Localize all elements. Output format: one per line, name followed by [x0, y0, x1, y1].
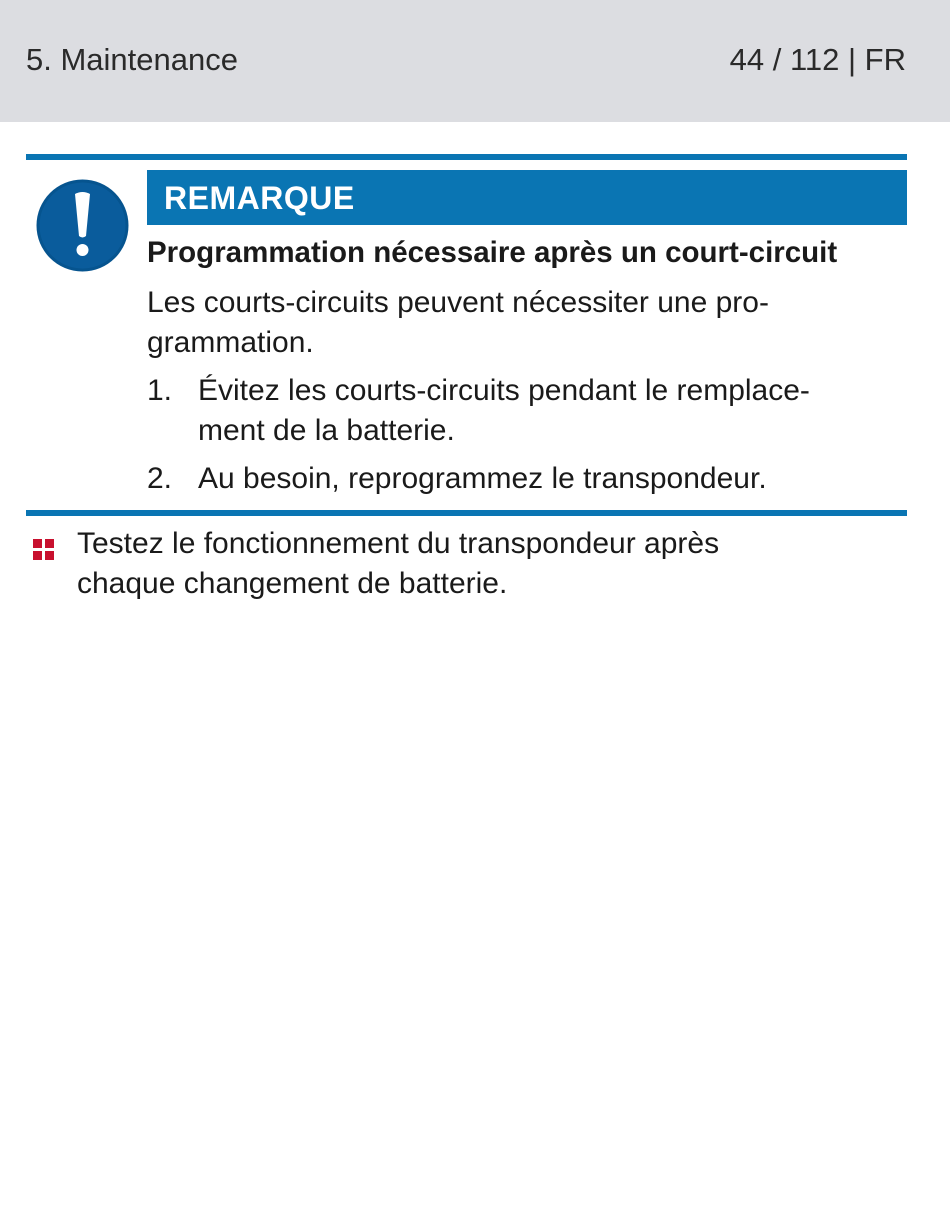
step-number: 2. — [147, 462, 173, 495]
step-item — [147, 371, 907, 451]
step-text-line: ment de la batterie. — [198, 414, 455, 447]
notice-banner — [147, 170, 907, 225]
step-text-line: Au besoin, reprogrammez le transpondeur. — [198, 462, 767, 495]
notice-body — [147, 283, 907, 363]
step-text-line: Évitez les courts-circuits pendant le remplace- — [198, 374, 810, 407]
notice-steps — [147, 371, 907, 507]
step-number: 1. — [147, 374, 173, 407]
notice-body-line: grammation. — [147, 326, 314, 359]
notice-bottom-rule — [26, 510, 907, 516]
notice-body-line: Les courts-circuits peuvent nécessiter une pro- — [147, 286, 769, 319]
list-item-line: chaque changement de batterie. — [77, 567, 508, 600]
list-item — [26, 524, 907, 604]
step-item — [147, 459, 907, 499]
notice-top-rule — [26, 154, 907, 160]
list-item-line: Testez le fonctionnement du transpondeur après — [77, 527, 720, 560]
page-indicator: 44 / 112 | FR — [729, 42, 906, 77]
list-item-text — [77, 524, 907, 604]
exclamation-circle-icon — [35, 178, 130, 273]
red-square-bullet-icon — [33, 532, 55, 554]
page-header — [0, 0, 950, 122]
section-title: 5. Maintenance — [26, 42, 238, 77]
notice-title: Programmation nécessaire après un court-circuit — [147, 236, 838, 269]
notice-label: REMARQUE — [164, 180, 355, 216]
